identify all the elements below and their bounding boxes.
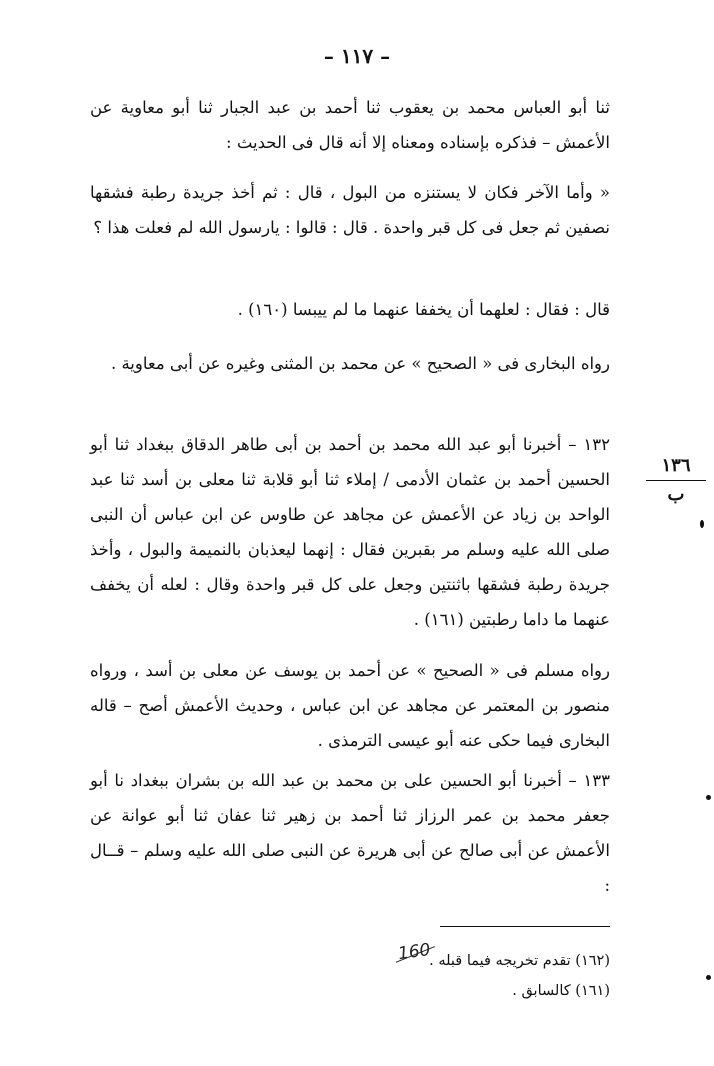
footnote-divider	[440, 926, 610, 927]
footnotes	[300, 946, 610, 1006]
page-number: – ١١٧ –	[323, 44, 391, 68]
paragraph-muslim-source: رواه مسلم فى « الصحيح » عن أحمد بن يوسف عن معلى بن أسد ، ورواه منصور بن المعتمر عن مجاهد عن ابن عباس ، وحديث الأعمش أصح – قاله البخارى فيما حكى عنه أبو عيسى الترمذى .	[90, 661, 610, 750]
paragraph-hadith-132: ١٣٢ – أخبرنا أبو عبد الله محمد بن أحمد بن أبى طاهر الدقاق ببغداد ثنا أبو الحسين أحمد بن عثمان الأدمى / إملاء ثنا أبو قلابة ثنا معلى بن أسد ثنا عبد الواحد بن زياد عن الأعمش عن مجاهد عن طاوس عن ابن عباس أن النبى صلى الله عليه وسلم مر بقبرين فقال : إنهما ليعذبان بالنميمة والبول ، وأخذ جريدة رطبة فشقها باثنتين وجعل على كل قبر واحدة وقال : لعله أن يخفف عنهما ما داما رطبتين (١٦١) .	[90, 435, 610, 629]
paragraph-isnad-intro: ثنا أبو العباس محمد بن يعقوب ثنا أحمد بن عبد الجبار ثنا أبو معاوية عن الأعمش – فذكره بإسناده ومعناه إلا أنه قال فى الحديث :	[90, 98, 610, 152]
handwritten-correction: 160	[396, 939, 432, 965]
scan-speck	[706, 975, 711, 980]
paragraph-hadith-text: « وأما الآخر فكان لا يستنزه من البول ، قال : ثم أخذ جريدة رطبة فشقها نصفين ثم جعل فى كل قبر واحدة . قال : قالوا : يارسول الله لم فعلت هذا ؟	[90, 183, 610, 237]
folio-number: ١٣٦	[646, 452, 706, 481]
footnote-item: (١٦١) كالسابق .	[512, 983, 610, 999]
manuscript-folio-note	[646, 452, 706, 509]
footnote-item: (١٦٢) تقدم تخريجه فيما قبله .	[429, 953, 610, 969]
scan-speck	[706, 795, 711, 800]
paragraph-hadith-133: ١٣٣ – أخبرنا أبو الحسين على بن محمد بن عبد الله بن بشران ببغداد نا أبو جعفر محمد بن عمر الرزاز ثنا أحمد بن زهير ثنا عفان ثنا أبو عوانة عن الأعمش عن أبى صالح عن أبى هريرة عن النبى صلى الله عليه وسلم – قــال :	[90, 771, 610, 895]
paragraph-hadith-answer: قال : فقال : لعلهما أن يخففا عنهما ما لم ييبسا (١٦٠) .	[237, 300, 610, 319]
scan-speck	[700, 520, 704, 528]
folio-side: ب	[667, 484, 685, 505]
paragraph-bukhari-source: رواه البخارى فى « الصحيح » عن محمد بن المثنى وغيره عن أبى معاوية .	[110, 354, 610, 373]
